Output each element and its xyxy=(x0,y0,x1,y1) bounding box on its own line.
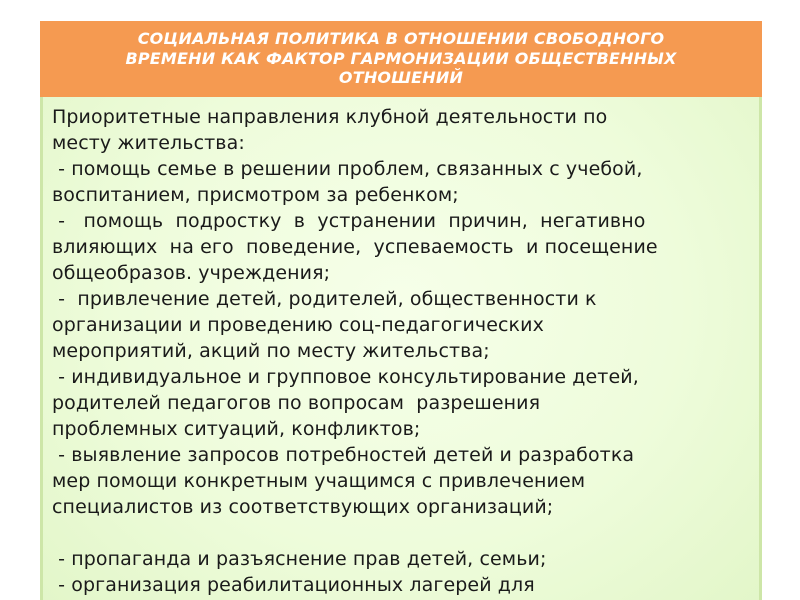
content-line-9: организации и проведению соц-педагогических xyxy=(52,314,544,336)
content-line-6: влияющих на его поведение, успеваемость и посещение xyxy=(52,236,658,258)
content-line-5: - помощь подростку в устранении причин, негативно xyxy=(52,210,646,232)
content-line-2: месту жительства: xyxy=(52,132,245,154)
content-line-13: проблемных ситуаций, конфликтов; xyxy=(52,418,421,440)
content-line-1: Приоритетные направления клубной деятельности по xyxy=(52,106,608,128)
content-line-15: мер помощи конкретным учащимся с привлечением xyxy=(52,470,586,492)
slide-title-line-3: ОТНОШЕНИЙ xyxy=(338,68,464,87)
slide-title-line-1: СОЦИАЛЬНАЯ ПОЛИТИКА В ОТНОШЕНИИ СВОБОДНОГО xyxy=(137,29,665,48)
content-line-3: - помощь семье в решении проблем, связанных с учебой, xyxy=(52,158,643,180)
content-line-7: общеобразов. учреждения; xyxy=(52,262,331,284)
content-line-8: - привлечение детей, родителей, общественности к xyxy=(52,288,597,310)
content-line-14: - выявление запросов потребностей детей и разработка xyxy=(52,444,635,466)
slide-title-line-2: ВРЕМЕНИ КАК ФАКТОР ГАРМОНИЗАЦИИ ОБЩЕСТВЕННЫХ xyxy=(125,48,677,68)
content-line-19: - организация реабилитационных лагерей для xyxy=(52,574,535,596)
content-text-box xyxy=(40,97,762,600)
content-line-4: воспитанием, присмотром за ребенком; xyxy=(52,184,459,206)
content-line-16: специалистов из соответствующих организаций; xyxy=(52,496,554,518)
content-line-12: родителей педагогов по вопросам разрешения xyxy=(52,392,541,414)
content-line-11: - индивидуальное и групповое консультирование детей, xyxy=(52,366,639,388)
content-line-18: - пропаганда и разъяснение прав детей, семьи; xyxy=(52,548,547,570)
content-line-10: мероприятий, акций по месту жительства; xyxy=(52,340,490,362)
content-line-17 xyxy=(52,520,749,546)
